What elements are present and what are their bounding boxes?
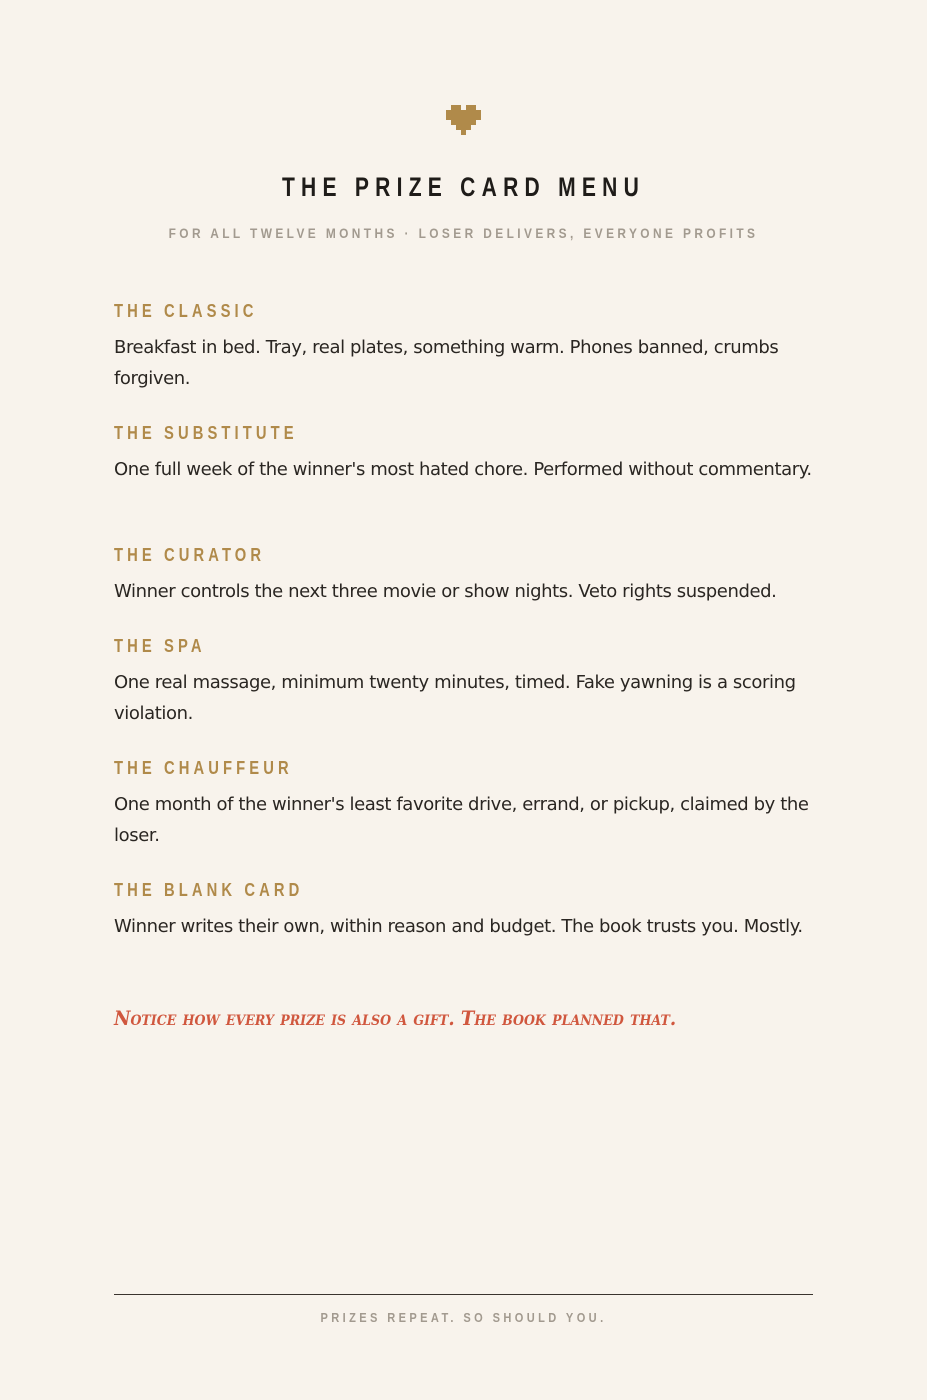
prize-description: Winner writes their own, within reason and budget. The book trusts you. Mostly. <box>114 916 803 937</box>
prize-item-classic <box>114 299 819 394</box>
prize-name: THE SUBSTITUTE <box>114 423 298 443</box>
prize-item-chauffeur <box>114 756 819 851</box>
page-subtitle: FOR ALL TWELVE MONTHS · LOSER DELIVERS, EVERYONE PROFITS <box>168 225 759 241</box>
footer-divider <box>114 1294 813 1295</box>
prize-description: One real massage, minimum twenty minutes, timed. Fake yawning is a scoring violation. <box>114 672 796 724</box>
prize-description: Breakfast in bed. Tray, real plates, something warm. Phones banned, crumbs forgiven. <box>114 337 779 389</box>
prize-description: One month of the winner's least favorite drive, errand, or pickup, claimed by the loser. <box>114 794 809 846</box>
prize-name: THE CHAUFFEUR <box>114 758 293 778</box>
prize-name: THE SPA <box>114 636 206 656</box>
handwritten-note: Notice how every prize is also a gift. The book planned that. <box>114 1006 677 1030</box>
pixel-heart-icon <box>446 105 481 135</box>
prize-item-blank-card <box>114 878 819 943</box>
prize-description: Winner controls the next three movie or show nights. Veto rights suspended. <box>114 581 777 602</box>
prize-name: THE BLANK CARD <box>114 880 304 900</box>
prize-description: One full week of the winner's most hated chore. Performed without commentary. <box>114 459 812 480</box>
page-title: THE PRIZE CARD MENU <box>281 172 646 202</box>
prize-item-substitute <box>114 421 819 486</box>
prize-item-spa <box>114 634 819 729</box>
footer-text: PRIZES REPEAT. SO SHOULD YOU. <box>320 1310 607 1325</box>
prize-name: THE CLASSIC <box>114 301 258 321</box>
prize-name: THE CURATOR <box>114 545 266 565</box>
prize-item-curator <box>114 543 819 608</box>
